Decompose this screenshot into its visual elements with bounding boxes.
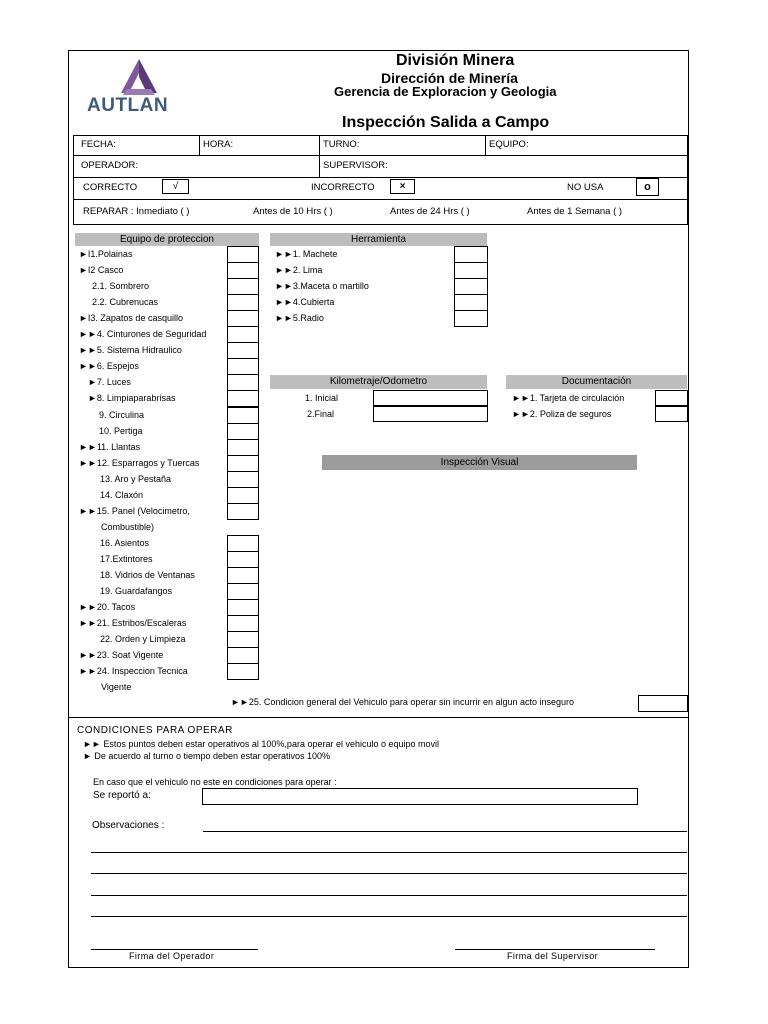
item-25-label: ►►25. Condicion general del Vehiculo para operar sin incurrir en algun acto inseguro xyxy=(231,697,575,707)
equipo-item-label: ►7. Luces xyxy=(88,377,131,388)
equipo-item-label: Combustible) xyxy=(101,521,155,532)
equipo-item-label: ►►6. Espejos xyxy=(79,361,139,372)
fecha-label: FECHA: xyxy=(81,139,116,150)
equipo-item-check[interactable] xyxy=(227,599,259,616)
no-usa-label: NO USA xyxy=(567,182,604,193)
reparar-1semana: Antes de 1 Semana ( ) xyxy=(527,206,623,217)
equipo-item-check[interactable] xyxy=(227,455,259,472)
herramienta-item-label: ►►1. Machete xyxy=(275,249,338,259)
equipo-item-check[interactable] xyxy=(227,487,259,504)
observaciones-line-4[interactable] xyxy=(91,895,687,896)
reporto-label: Se reportó a: xyxy=(93,790,151,801)
documentacion-header: Documentación xyxy=(506,375,687,389)
equipo-item-check[interactable] xyxy=(227,262,259,279)
incorrecto-label: INCORRECTO xyxy=(311,182,375,193)
supervisor-label: SUPERVISOR: xyxy=(323,160,388,171)
doc-tarjeta-label: ►►1. Tarjeta de circulación xyxy=(512,393,625,403)
equipo-item-check[interactable] xyxy=(227,294,259,311)
equipo-item-check[interactable] xyxy=(227,423,259,440)
equipo-item-check[interactable] xyxy=(227,631,259,648)
equipo-item-check[interactable] xyxy=(227,615,259,632)
equipo-item-check[interactable] xyxy=(227,326,259,343)
kilometraje-inicial-field[interactable] xyxy=(373,390,488,406)
equipo-item-check[interactable] xyxy=(227,583,259,600)
firma-supervisor-line[interactable] xyxy=(455,949,655,950)
equipo-header: Equipo de proteccion xyxy=(75,233,259,246)
no-usa-checkbox[interactable]: o xyxy=(636,178,659,196)
equipo-item-check[interactable] xyxy=(227,663,259,680)
equipo-item-label: 17.Extintores xyxy=(100,553,153,564)
logo-mark-icon xyxy=(87,57,187,97)
equipo-item-check[interactable] xyxy=(227,567,259,584)
reparar-24hrs: Antes de 24 Hrs ( ) xyxy=(390,206,470,217)
conditions-line-3: En caso que el vehiculo no este en condiciones para operar : xyxy=(93,777,337,787)
herramienta-item-label: ►►5.Radio xyxy=(275,313,324,324)
equipo-item-label: ►►24. Inspeccion Tecnica xyxy=(79,666,188,677)
doc-poliza-field[interactable] xyxy=(655,406,688,422)
equipo-item-label: 2.1. Sombrero xyxy=(92,281,150,292)
observaciones-line-3[interactable] xyxy=(91,873,687,874)
title-gerencia: Gerencia de Exploracion y Geologia xyxy=(334,84,557,99)
hora-label: HORA: xyxy=(203,139,234,150)
equipo-item-check[interactable] xyxy=(227,647,259,664)
herramienta-item-label: ►►4.Cubierta xyxy=(275,297,335,308)
equipo-item-check[interactable] xyxy=(227,535,259,552)
equipo-item-label: 19. Guardafangos xyxy=(100,586,173,597)
observaciones-line-1[interactable] xyxy=(203,831,687,832)
reporto-field[interactable] xyxy=(202,788,638,805)
herramienta-item-check[interactable] xyxy=(454,262,488,279)
operador-label: OPERADOR: xyxy=(81,160,139,171)
firma-supervisor-label: Firma del Supervisor xyxy=(507,951,599,961)
autlan-logo xyxy=(87,57,187,116)
observaciones-label: Observaciones : xyxy=(92,820,165,831)
equipo-item-label: ►►5. Sistema Hidraulico xyxy=(79,345,182,356)
equipo-item-label: Vigente xyxy=(101,682,132,693)
equipo-item-check[interactable] xyxy=(227,358,259,375)
equipo-item-check[interactable] xyxy=(227,407,259,424)
equipo-item-check[interactable] xyxy=(227,342,259,359)
equipo-label: EQUIPO: xyxy=(489,139,529,150)
equipo-item-label: 16. Asientos xyxy=(100,537,150,548)
equipo-item-label: ►I2 Casco xyxy=(79,265,124,276)
equipo-item-label: ►►12. Esparragos y Tuercas xyxy=(79,457,200,468)
equipo-item-label: ►►4. Cinturones de Seguridad xyxy=(79,329,207,340)
kilometraje-final-label: 2.Final xyxy=(307,409,335,419)
equipo-item-label: 18. Vidrios de Ventanas xyxy=(100,570,195,580)
conditions-title: CONDICIONES PARA OPERAR xyxy=(77,725,233,736)
herramienta-item-check[interactable] xyxy=(454,294,488,311)
observaciones-line-2[interactable] xyxy=(91,852,687,853)
equipo-item-label: ►►20. Tacos xyxy=(79,602,136,613)
herramienta-item-check[interactable] xyxy=(454,246,488,263)
equipo-item-label: ►►21. Estribos/Escaleras xyxy=(79,618,187,629)
reparar-inmediato: REPARAR : Inmediato ( ) xyxy=(83,206,190,217)
equipo-item-check[interactable] xyxy=(227,310,259,327)
logo-text: AUTLAN xyxy=(87,95,169,116)
conditions-line-1: ►► Estos puntos deben estar operativos al 100%,para operar el vehiculo o equipo movil xyxy=(83,739,440,749)
inspection-form xyxy=(68,50,689,968)
equipo-item-label: ►►11. Llantas xyxy=(79,441,141,452)
doc-poliza-label: ►►2. Poliza de seguros xyxy=(512,409,612,419)
equipo-item-label: ►I3. Zapatos de casquillo xyxy=(79,313,183,324)
incorrecto-checkbox[interactable]: × xyxy=(390,179,415,194)
equipo-item-label: ►8. Limpiaparabrisas xyxy=(88,393,176,404)
turno-label: TURNO: xyxy=(323,139,360,150)
equipo-item-check[interactable] xyxy=(227,503,259,520)
conditions-line-2: ► De acuerdo al turno o tiempo deben estar operativos 100% xyxy=(83,751,331,761)
equipo-item-check[interactable] xyxy=(227,246,259,263)
firma-operador-line[interactable] xyxy=(91,949,258,950)
title-division: División Minera xyxy=(396,52,515,69)
observaciones-line-5[interactable] xyxy=(91,916,687,917)
form-title: Inspección Salida a Campo xyxy=(342,114,550,131)
firma-operador-label: Firma del Operador xyxy=(129,951,215,961)
reparar-10hrs: Antes de 10 Hrs ( ) xyxy=(253,206,333,217)
title-direccion: Dirección de Minería xyxy=(381,70,518,86)
equipo-item-label: 2.2. Cubrenucas xyxy=(92,297,159,308)
herramienta-item-check[interactable] xyxy=(454,278,488,295)
correcto-label: CORRECTO xyxy=(83,182,138,193)
equipo-item-label: 10. Pertiga xyxy=(99,425,143,436)
equipo-item-label: 22. Orden y Limpieza xyxy=(100,634,186,645)
equipo-item-check[interactable] xyxy=(227,439,259,456)
kilometraje-final-field[interactable] xyxy=(373,406,488,422)
equipo-item-check[interactable] xyxy=(227,471,259,488)
item-25-field[interactable] xyxy=(638,695,688,712)
correcto-checkbox[interactable]: √ xyxy=(162,179,189,194)
equipo-item-check[interactable] xyxy=(227,374,259,391)
kilometraje-header: Kilometraje/Odometro xyxy=(270,375,487,389)
equipo-item-label: 9. Circulina xyxy=(99,409,145,420)
kilometraje-inicial-label: 1. Inicial xyxy=(305,393,339,403)
equipo-item-check[interactable] xyxy=(227,390,259,407)
equipo-item-label: ►►15. Panel (Velocimetro, xyxy=(79,505,190,516)
equipo-item-check[interactable] xyxy=(227,551,259,568)
equipo-item-label: ►►23. Soat Vigente xyxy=(79,650,164,661)
equipo-item-label: 13. Aro y Pestaña xyxy=(100,473,172,484)
equipo-item-label: 14. Claxón xyxy=(100,489,144,500)
herramienta-header: Herramienta xyxy=(270,233,487,246)
herramienta-item-label: ►►3.Maceta o martillo xyxy=(275,281,369,292)
equipo-item-check[interactable] xyxy=(227,278,259,295)
doc-tarjeta-field[interactable] xyxy=(655,390,688,406)
equipo-item-label: ►I1.Polainas xyxy=(79,249,133,259)
herramienta-item-label: ►►2. Lima xyxy=(275,265,323,276)
herramienta-item-check[interactable] xyxy=(454,310,488,327)
inspeccion-visual-header: Inspección Visual xyxy=(322,455,637,470)
